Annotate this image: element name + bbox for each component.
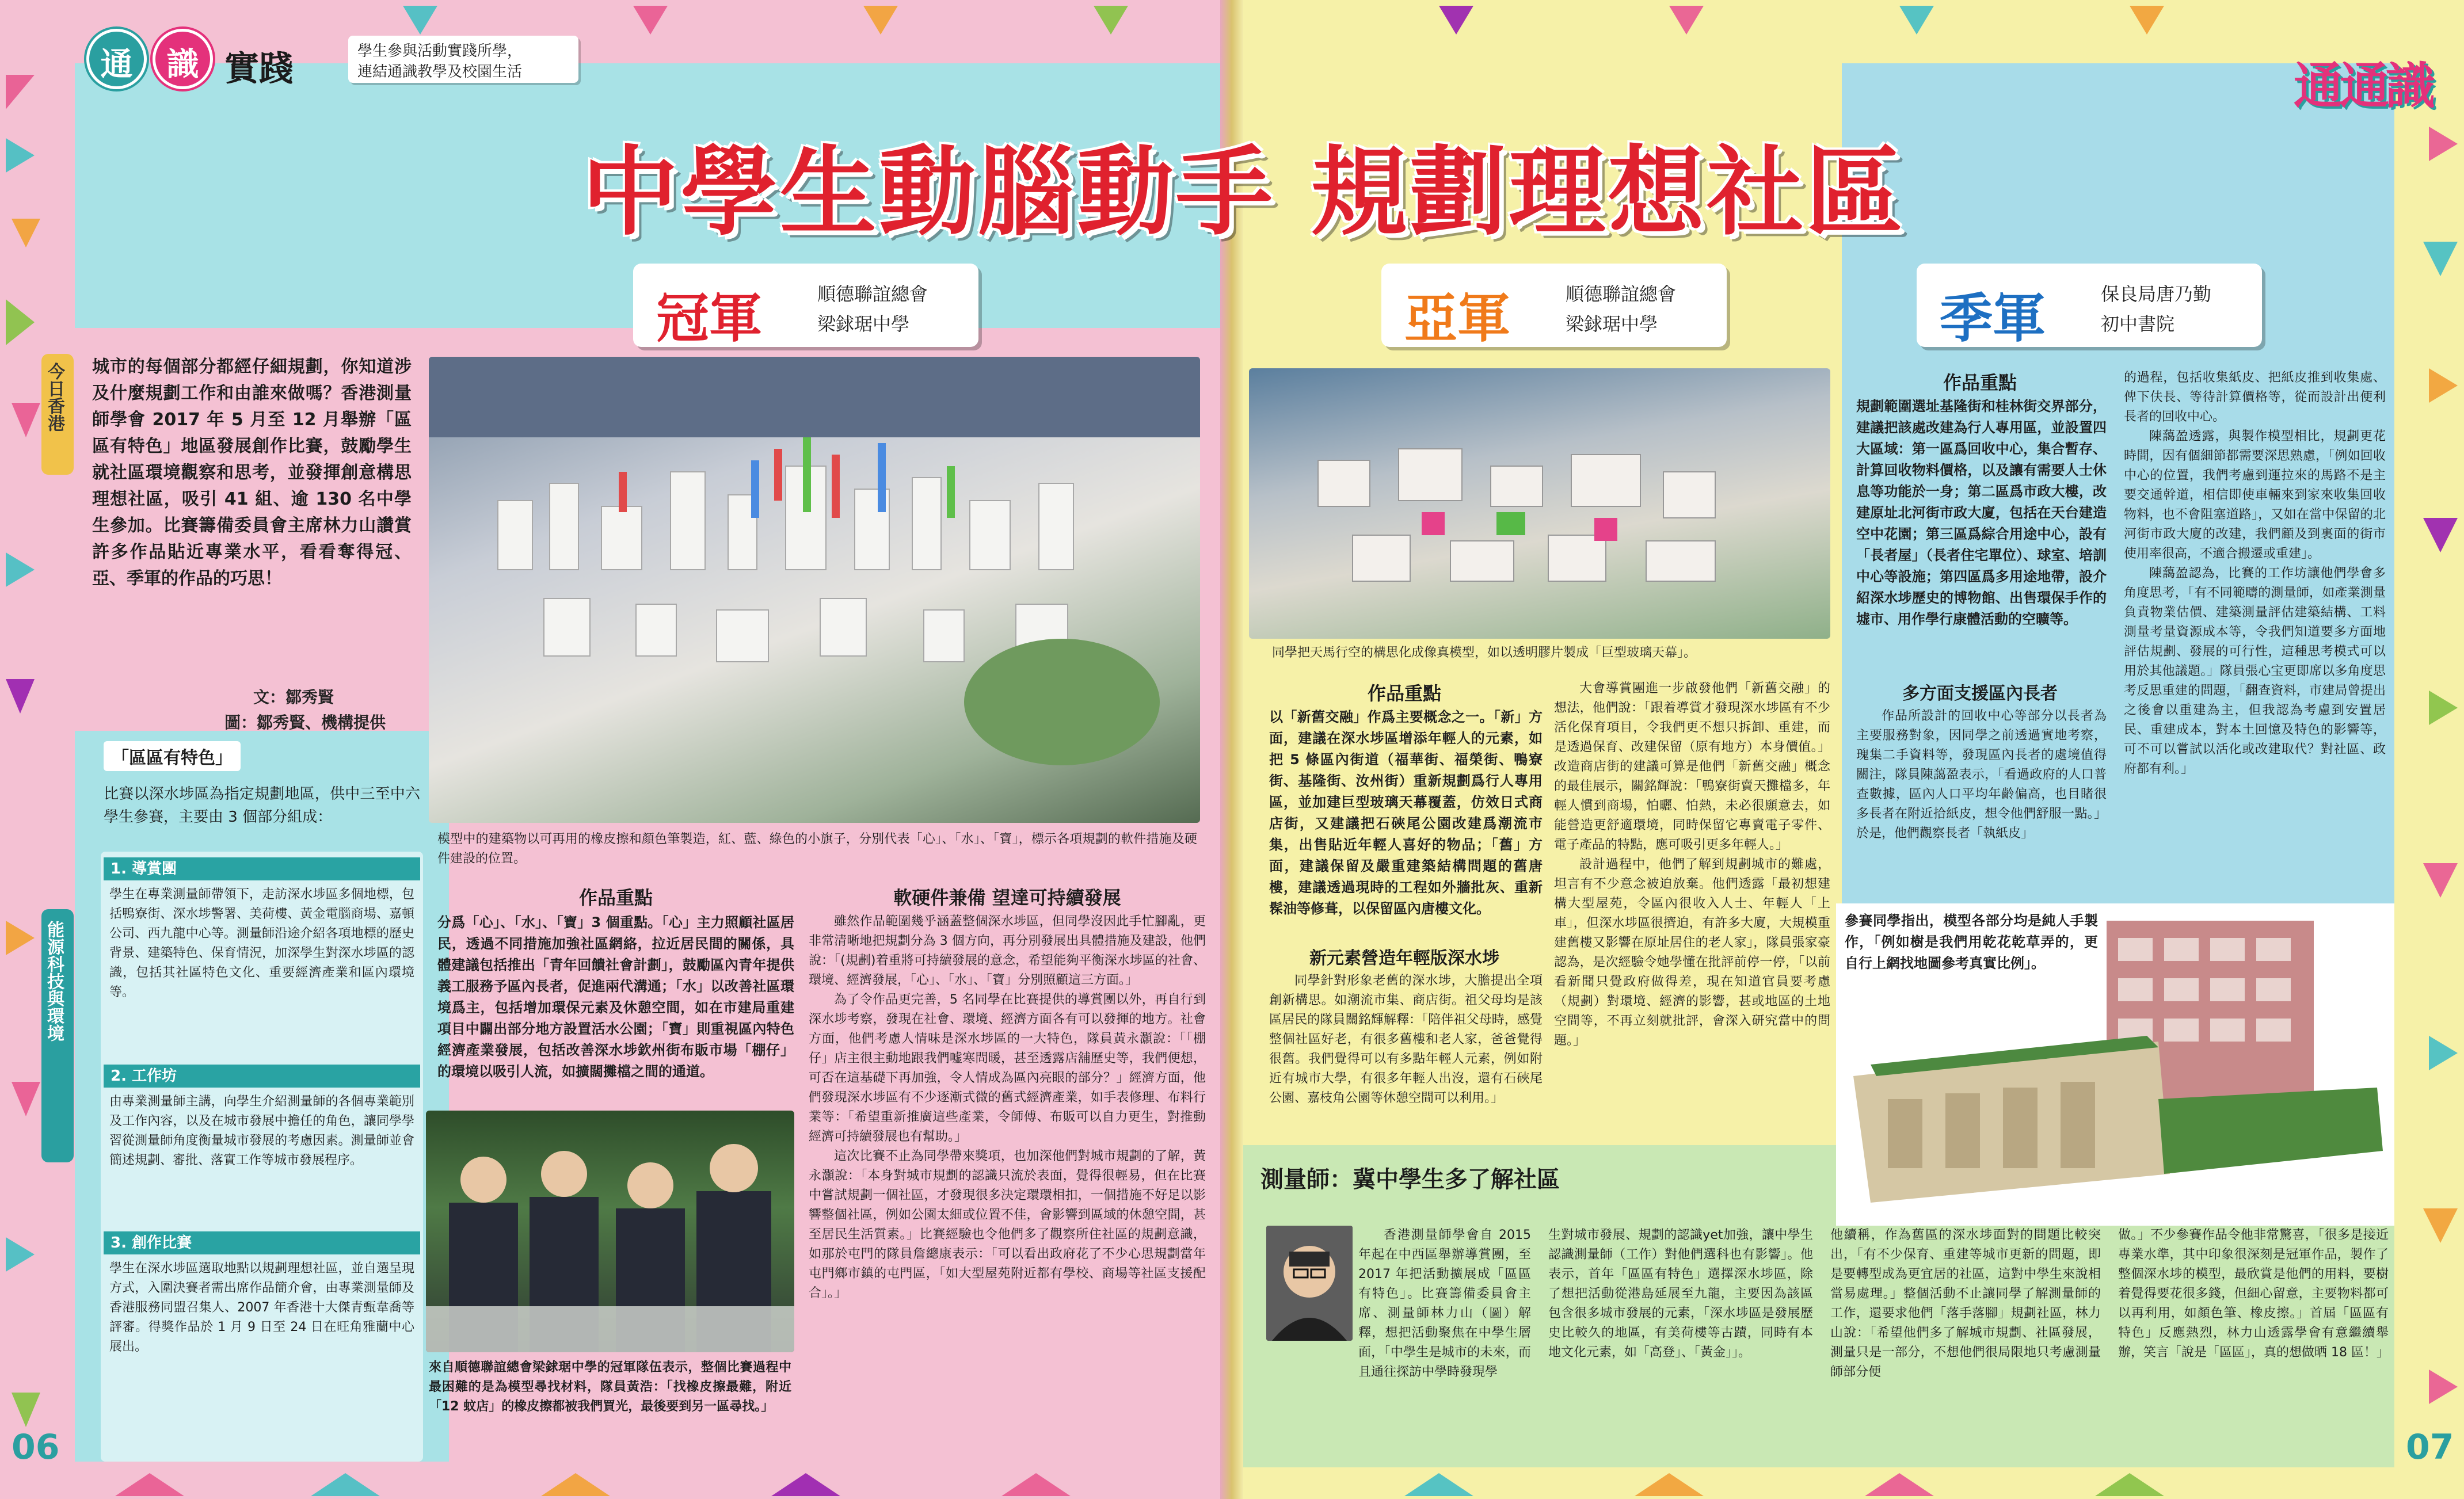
- part3-title: 3. 創作比賽: [104, 1231, 420, 1254]
- third-sub-body: 作品所設計的回收中心等部分以長者為主要服務對象，因同學之前透過實地考察，瑰集二手資料等，發現區內長者的處境值得關注，隊員陳藹盈表示，「看過政府的人口普查數據，區內人口平均年齡偏高，也目睹很多長者在附近拾紙皮，想令他們舒服一點。」於是，他們觀察長者「執紙皮」: [1856, 709, 2107, 841]
- side-tab-energy: [41, 909, 74, 1162]
- runner-up-highlight-title: 作品重點: [1367, 682, 1441, 704]
- third-column-para-2: 陳藹盈透露，與製作模型相比，規劃更花時間，因有個細節都需要深思熟慮，「例如回收中心的位置，我們考慮到運拉來的馬路不是主要交通幹道，相信即使車輛來到家來收集回收物料，也不會阻塞道路」，又如在當中保留的北河街市政大廈的改建，我們顧及到裏面的街市使用率很高，不適合搬遷或重建」。: [2124, 429, 2386, 561]
- byline-photo: 圖：鄒秀賢、機構提供: [224, 713, 386, 732]
- third-place-banner: [1917, 264, 2262, 347]
- champion-article-title: 軟硬件兼備 望達可持續發展: [893, 887, 1121, 909]
- side-tab-today-hk-label: 今日香港: [44, 363, 64, 432]
- runner-up-article-para-1: 同學針對形象老舊的深水埗，大膽提出全項創新構思。如潮流市集、商店街。祖父母均是該區居民的隊員關銘輝解釋：「陪伴祖父母時，感覺整個社區好老，有很多舊樓和老人家，爸爸覺得很舊。我們覺得可以有多點年輕人元素，例如附近有城市大學，有很多年輕人出沒，還有石硤尾公園、嘉枝角公園等休憩空間可以利用。」: [1269, 974, 1543, 1105]
- surveyor-portrait-illustration: [1266, 1226, 1353, 1341]
- runner-up-model-caption: 同學把天馬行空的構思化成像真模型，如以透明膠片製成「巨型玻璃天幕」。: [1272, 646, 1697, 660]
- surveyor-column-3: 他續稱，作為舊區的深水埗面對的問題比較突出，「有不少保育、重建等城市更新的問題，即是要轉型成為更宜居的社區，這對中學生來說相當易處理。」整個活動不止讓同學了解測量師的工作，還要求他們「落手落腳」規劃社區，林力山說：「希望他們多了解城市規劃、社區發展，測量只是一部分，不想他們很局限地只考慮測量師部分便: [1830, 1228, 2101, 1379]
- third-column-para-3: 陳藹盈認為，比賽的工作坊讓他們學會多角度思考，「有不同範疇的測量師，如產業測量負責物業估價、建築測量評估建築結構、工料測量考量資源成本等，令我們知道要多方面地評估規劃、發展的可行性，這種思考模式可以用於其他議題。」隊員張心宝更即席以多角度思考反思重建的問題，「翻查資料，市建局曾提出之後會以重建為主，但我認為考慮到安置居民、重建成本，對本土回憶及特色的影響等，可不可以嘗試以活化或改建取代？對社區、政府都有利。」: [2124, 566, 2386, 776]
- champion-banner: [633, 264, 978, 347]
- tagline-line-2: 連結通識教學及校園生活: [357, 63, 523, 81]
- part3-body: 學生在深水埗區選取地點以規劃理想社區，並自選呈現方式，入圍決賽者需出席作品簡介會，由專業測量師及香港服務同盟召集人、2007 年香港十大傑青甄韋喬等評審。得獎作品於 1 月 9 日至 24 日在旺角雅蘭中心展出。: [109, 1261, 414, 1354]
- headline-text: 中學生動腦動手 規劃理想社區: [581, 136, 1905, 249]
- third-sub-title: 多方面支援區內長者: [1902, 684, 2058, 704]
- contest-label: 「區區有特色」: [104, 741, 241, 771]
- surveyor-column-4: 做。」不少參賽作品令他非常驚喜，「很多是接近專業水準，其中印象很深刻是冠軍作品，製作了整個深水埗的模型，最欣賞是他們的用料，要樹着覺得要花很多錢，但細心留意，主要物料都可以再利用，如顏色筆、橡皮擦。」首屆「區區有特色」反應熱烈，林力山透露學會有意繼續舉辦，笑言「說是「區區」，真的想做晒 18 區！」: [2118, 1228, 2389, 1360]
- part1-title: 1. 導賞團: [104, 857, 420, 880]
- runner-up-banner: [1381, 264, 1727, 347]
- champion-highlight-body: 分爲「心」、「水」、「寶」3 個重點。「心」主力照顧社區居民，透過不同措施加強社區網絡，拉近居民間的關係，具體建議包括推出「青年回饋社會計劃」，鼓勵區內青年提供義工服務予區內長者，促進兩代溝通；「水」以改善社區環境爲主，包括增加環保元素及休憩空間，如在市建局重建項目中闢出部分地方設置活水公園；「寶」則重視區內特色經濟產業發展，包括改善深水埗欽州街布販市場「棚仔」的環境以吸引人流，如擴闊攤檔之間的通道。: [437, 914, 794, 1080]
- badge-tong-text: 通: [100, 45, 133, 83]
- page-number-left: 06: [12, 1427, 60, 1467]
- logo-text: 通通識: [2294, 57, 2432, 115]
- third-place-school-line-2: 初中書院: [2101, 313, 2175, 335]
- tagline-line-1: 學生參與活動實踐所學，: [357, 43, 523, 60]
- champion-highlight-title: 作品重點: [578, 887, 653, 909]
- champion-team-photo: [426, 1111, 794, 1352]
- runner-up-title: 亞軍: [1404, 287, 1511, 349]
- badge-label: 實踐: [224, 49, 294, 89]
- part2-body: 由專業測量師主講，向學生介紹測量師的各個專業範別及工作內容，以及在城市發展中擔任的角色，讓同學學習從測量師角度衡量城市發展的考慮因素。測量師並會簡述規劃、審批、落實工作等城市發展程序。: [109, 1094, 414, 1168]
- runner-up-model-illustration: [1249, 368, 1830, 639]
- runner-up-article-column-2: [1554, 679, 1830, 1051]
- third-model-caption: 參賽同學指出，模型各部分均是純人手製作，「例如樹是我們用乾花乾草弄的，更自行上網找地圖參考真實比例」。: [1845, 910, 2098, 974]
- third-column-para-1: 的過程，包括收集紙皮、把紙皮推到收集處、俾下伕長、等待計算價格等，從而設計出便利長者的回收中心。: [2124, 371, 2386, 424]
- intro-paragraph: 城市的每個部分都經仔細規劃，你知道涉及什麼規劃工作和由誰來做嗎？香港測量師學會 2017 年 5 月至 12 月舉辦「區區有特色」地區發展創作比賽，鼓勵學生就社區環境觀察和思考，並發揮創意構思理想社區，吸引 41 組、逾 130 名中學生參加。比賽籌備委員會主席林力山讚賞許多作品貼近專業水平，看看奪得冠、亞、季軍的作品的巧思！: [92, 357, 412, 589]
- surveyor-portrait: [1266, 1226, 1353, 1341]
- champion-article-para-1: 雖然作品範圍幾乎涵蓋整個深水埗區，但同學沒因此手忙腳亂，更非常清晰地把規劃分為 3 個方向，再分別發展出具體措施及建設，他們說：「(規劃)着重將可持續發展的意念，希望能夠平衡深水埗區的社會、環境、經濟發展，「心」、「水」、「寶」分別照顧這三方面。」: [809, 914, 1206, 987]
- top-right-logo: [2294, 46, 2438, 115]
- surveyor-column-2: 生對城市發展、規劃的認識yet加強，讓中學生認識測量師（工作）對他們選科也有影響」。他表示，首年「區區有特色」選擇深水埗區，除了想把活動從港島延展至九龍，主要因為該區包含很多城市發展的元素，「深水埗區是發展歷史比較久的地區，有美荷樓等古蹟，同時有本地文化元素，如「高登」、「黃金」」。: [1548, 1228, 1813, 1360]
- runner-up-article-para-3: 設計過程中，他們了解到規劃城市的難處，坦言有不少意念被迫放棄。他們透露「最初想建構大型屋苑，令區內很收入人士、年輕人「上車」，但深水埗區很擠迫，有許多大廈，大規模重建舊樓又影響在原址居住的老人家」，隊員張家豪認為，是次經驗令她學懂在批評前停一停，「以前看新聞只覺政府做得差，現在知道官員要考慮（規劃）對環境、經濟的影響，甚或地區的土地空間等，不再立刻就批評，會深入研究當中的問題。」: [1554, 857, 1830, 1048]
- surveyor-section-title: 測量師：冀中學生多了解社區: [1260, 1166, 1560, 1193]
- runner-up-highlight-body: 以「新舊交融」作爲主要概念之一。「新」方面，建議在深水埗區增添年輕人的元素，如把 5 條區內街道（福華街、福榮街、鴨寮街、基隆街、汝州街）重新規劃爲行人專用區，並加建巨型玻璃天幕覆蓋，仿效日式商店街，又建議把石硤尾公園改建爲潮流市集，出售貼近年輕人喜好的物品；「舊」方面，建議保留及嚴重建築結構問題的舊唐樓，建議透過現時的工程如外牆批灰、重新髹油等修葺，以保留區內唐樓文化。: [1269, 709, 1543, 917]
- third-place-school-line-1: 保良局唐乃勤: [2101, 283, 2212, 305]
- byline-writer: 文：鄒秀賢: [253, 688, 334, 707]
- part1-body: 學生在專業測量師帶領下，走訪深水埗區多個地標，包括鴨寮街、深水埗警署、美荷樓、黃金電腦商場、嘉頓公司、西九龍中心等。測量師沿途介紹各項地標的歷史背景、建築特色、保育情況，加深學生對深水埗區的認識，包括其社區特色文化、重要經濟產業和區內環境等。: [109, 887, 414, 1000]
- champion-school-line-2: 梁銶琚中學: [817, 313, 910, 335]
- badge-shi-text: 識: [166, 45, 199, 83]
- champion-school-line-1: 順德聯誼總會: [817, 283, 928, 305]
- runner-up-school-line-1: 順德聯誼總會: [1566, 283, 1677, 305]
- contest-intro: 比賽以深水埗區為指定規劃地區，供中三至中六學生參賽，主要由 3 個部分組成：: [104, 785, 420, 826]
- third-right-column: [2124, 368, 2386, 779]
- third-highlight-title: 作品重點: [1943, 372, 2017, 394]
- runner-up-model-photo: [1249, 368, 1830, 639]
- champion-article-body: [809, 912, 1206, 1303]
- page-number-right: 07: [2406, 1427, 2454, 1467]
- side-tab-today-hk: [41, 354, 74, 475]
- champion-team-caption: 來自順德聯誼總會梁銶琚中學的冠軍隊伍表示，整個比賽過程中最困難的是為模型尋找材料，隊員黃浩：「找橡皮擦最難，附近「12 蚊店」的橡皮擦都被我們買光，最後要到另一區尋找。」: [429, 1360, 791, 1414]
- runner-up-article-para-2: 大會導賞團進一步啟發他們「新舊交融」的想法，他們說：「跟着導賞才發現深水埗區有不少活化保育項目，令我們更不想只拆卸、重建，而是透過保育、改建保留（原有地方）本身價值。」改造商店街的建議可算是他們「新舊交融」概念的最佳展示，關銘輝說：「鴨寮街賣天攤檔多，年輕人慣到商場，怕曬、怕熱，未必很願意去，如能營造更舒適環境，同時保留它專賣電子零件、電子產品的特點，應可吸引更多年輕人。」: [1554, 681, 1830, 852]
- side-tab-energy-label: 能源科技與環境: [44, 921, 64, 1042]
- surveyor-column-1: 香港測量師學會自 2015 年起在中西區舉辦導賞團，至 2017 年把活動擴展成「區區有特色」。比賽籌備委員會主席、測量師林力山（圖）解釋，想把活動聚焦在中學生層面，「中學生是城市的未來，而且通往探訪中學時發現學: [1358, 1228, 1531, 1379]
- runner-up-school-line-2: 梁銶琚中學: [1566, 313, 1658, 335]
- champion-title: 冠軍: [656, 287, 763, 349]
- headline: [506, 115, 1980, 249]
- third-highlight-body: 規劃範圍選址基隆街和桂林街交界部分，建議把該處改建為行人專用區，並設置四大區域：第一區爲回收中心，集合暫存、計算回收物料價格，以及讓有需要人士休息等功能於一身；第二區爲市政大樓，改建原址北河街市政大廈，包括在天台建造空中花園；第三區爲綜合用途中心，設有「長者屋」（長者住宅單位）、球室、培訓中心等設施；第四區爲多用途地帶，設介紹深水埗歷史的博物館、出售環保手作的墟市、用作學行康體活動的空曠等。: [1856, 398, 2107, 627]
- model-illustration: [429, 357, 1200, 823]
- champion-article-para-3: 這次比賽不止為同學帶來獎項，也加深他們對城市規劃的了解，黃永灝說：「本身對城市規劃的認識只流於表面，覺得很輕易，但在比賽中嘗試規劃一個社區，才發現很多決定環環相扣，一個措施不好足以影響整個社區，例如公園太細或位置不佳，會影響到區域的休憩空間，甚至居民生活質素。」比賽經驗也令他們多了觀察所住社區的規劃意識，如那於屯門的隊員詹總康表示：「可以看出政府花了不少心思規劃當年屯門鄉市鎮的屯門區，「如大型屋苑附近都有學校、商場等社區支援配合」。」: [809, 1149, 1206, 1300]
- champion-article-para-2: 為了令作品更完善，5 名同學在比賽提供的導賞團以外，再自行到深水埗考察，發現在社會、環境、經濟方面各有可以發揮的地方。社會方面，他們考慮人情味是深水埗區的一大特色，隊員黃永灝說：「「棚仔」店主很主動地跟我們嘘寒問暖，甚至透露店舖歷史等，我們便想，可否在這基礎下再加強，令人情成為區內亮眼的部分？」經濟方面，他們發現深水埗區有不少逐漸式微的舊式經濟產業，如手表修理、布料行業等：「希望重新推廣這些產業，令師傅、布販可以自力更生，對推動經濟可持續發展也有幫助。」: [809, 993, 1206, 1144]
- team-illustration: [426, 1111, 794, 1352]
- tagline-box: [348, 36, 578, 83]
- champion-model-photo: [429, 357, 1200, 823]
- part2-title: 2. 工作坊: [104, 1065, 420, 1088]
- third-place-title: 季軍: [1940, 287, 2046, 349]
- champion-model-caption: 模型中的建築物以可再用的橡皮擦和顏色筆製造，紅、藍、綠色的小旗子，分別代表「心」、「水」、「寶」，標示各項規劃的軟件措施及硬件建設的位置。: [437, 832, 1197, 866]
- section-badge: [86, 29, 386, 92]
- runner-up-article-title: 新元素營造年輕版深水埗: [1309, 948, 1499, 968]
